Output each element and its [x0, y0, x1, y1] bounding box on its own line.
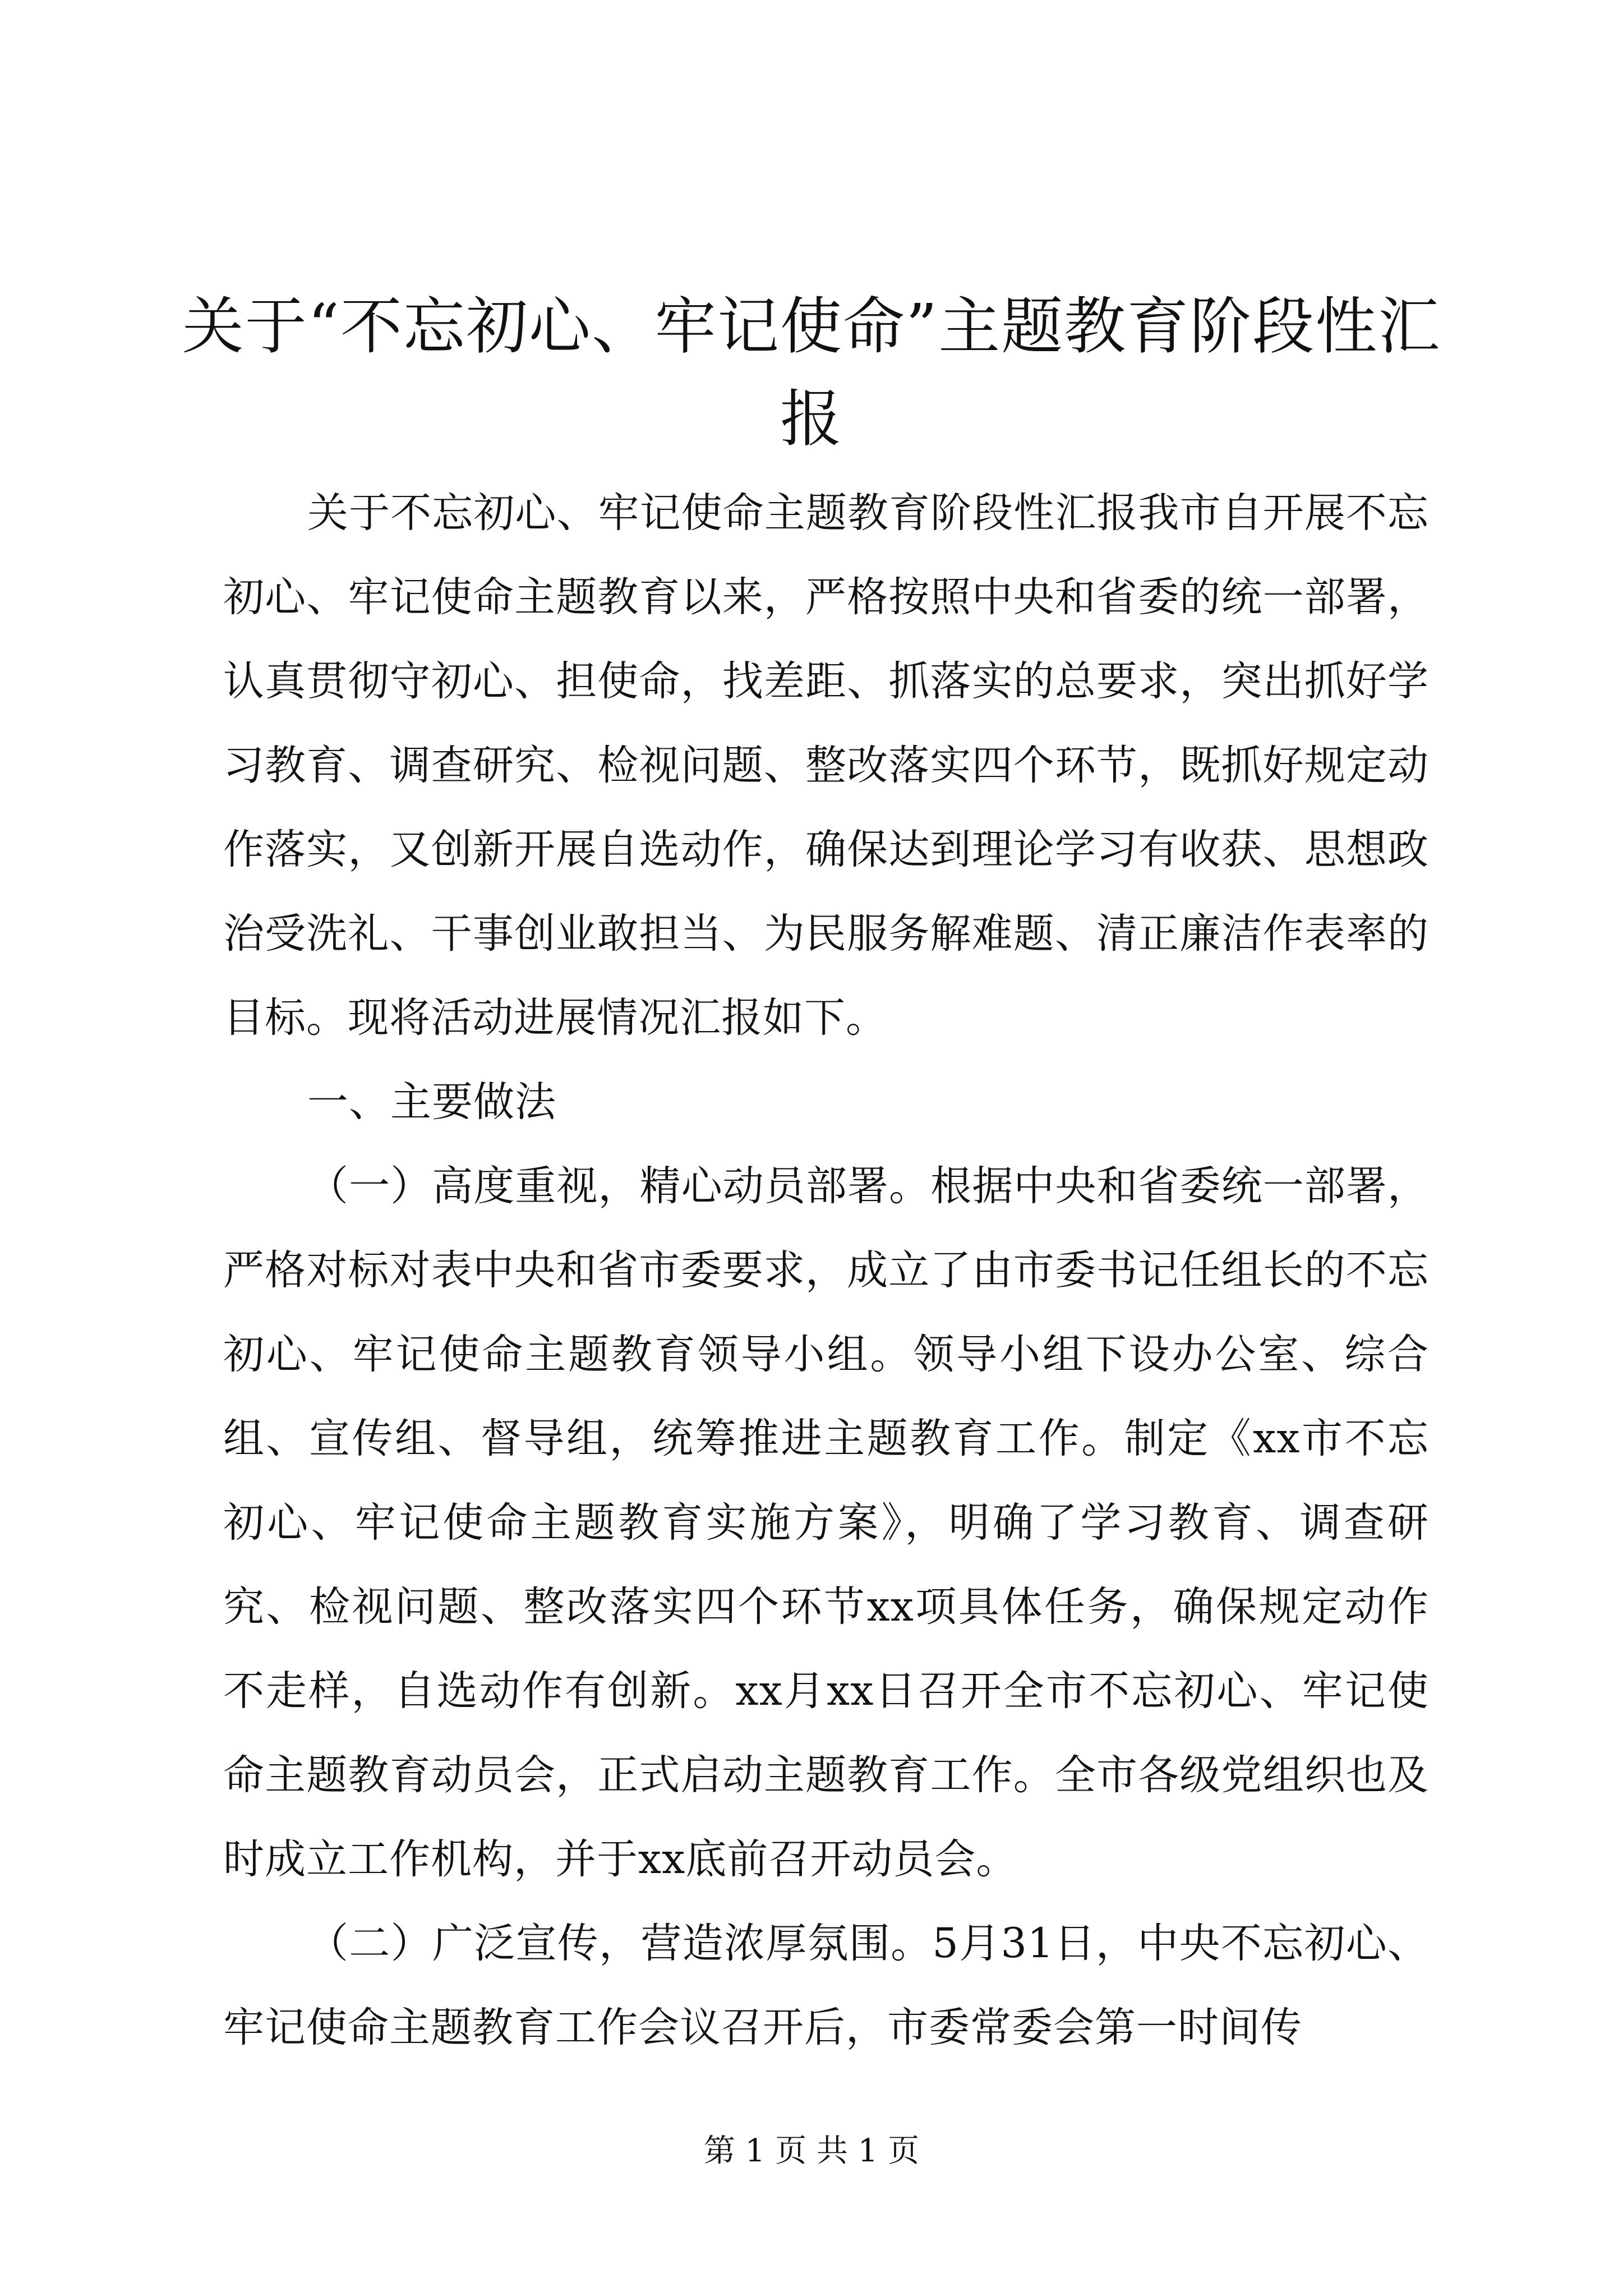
page-footer: 第 1 页 共 1 页: [703, 2133, 920, 2169]
body-paragraph-publicity: （二）广泛宣传，营造浓厚氛围。5月31日，中央不忘初心、牢记使命主题教育工作会议召开后，市委常委会第一时间传: [223, 1920, 1429, 2051]
body-paragraph-intro: 关于不忘初心、牢记使命主题教育阶段性汇报我市自开展不忘初心、牢记使命主题教育以来，严格按照中央和省委的统一部署，认真贯彻守初心、担使命，找差距、抓落实的总要求，突出抓好学习教育、调查研究、检视问题、整改落实四个环节，既抓好规定动作落实，又创新开展自选动作，确保达到理论学习有收获、思想政治受洗礼、干事创业敢担当、为民服务解难题、清正廉洁作表率的目标。现将活动进展情况汇报如下。: [223, 489, 1429, 1042]
body-paragraph-mobilization: （一）高度重视，精心动员部署。根据中央和省委统一部署，严格对标对表中央和省市委要求，成立了由市委书记任组长的不忘初心、牢记使命主题教育领导小组。领导小组下设办公室、综合组、宣传组、督导组，统筹推进主题教育工作。制定《xx市不忘初心、牢记使命主题教育实施方案》，明确了学习教育、调查研究、检视问题、整改落实四个环节xx项具体任务，确保规定动作不走样，自选动作有创新。xx月xx日召开全市不忘初心、牢记使命主题教育动员会，正式启动主题教育工作。全市各级党组织也及时成立工作机构，并于xx底前召开动员会。: [223, 1162, 1429, 1883]
document-body: [223, 471, 1429, 2070]
document-title: 关于“不忘初心、牢记使命”主题教育阶段性汇报: [182, 291, 1441, 455]
section-heading-main-practices: 一、主要做法: [307, 1078, 556, 1126]
